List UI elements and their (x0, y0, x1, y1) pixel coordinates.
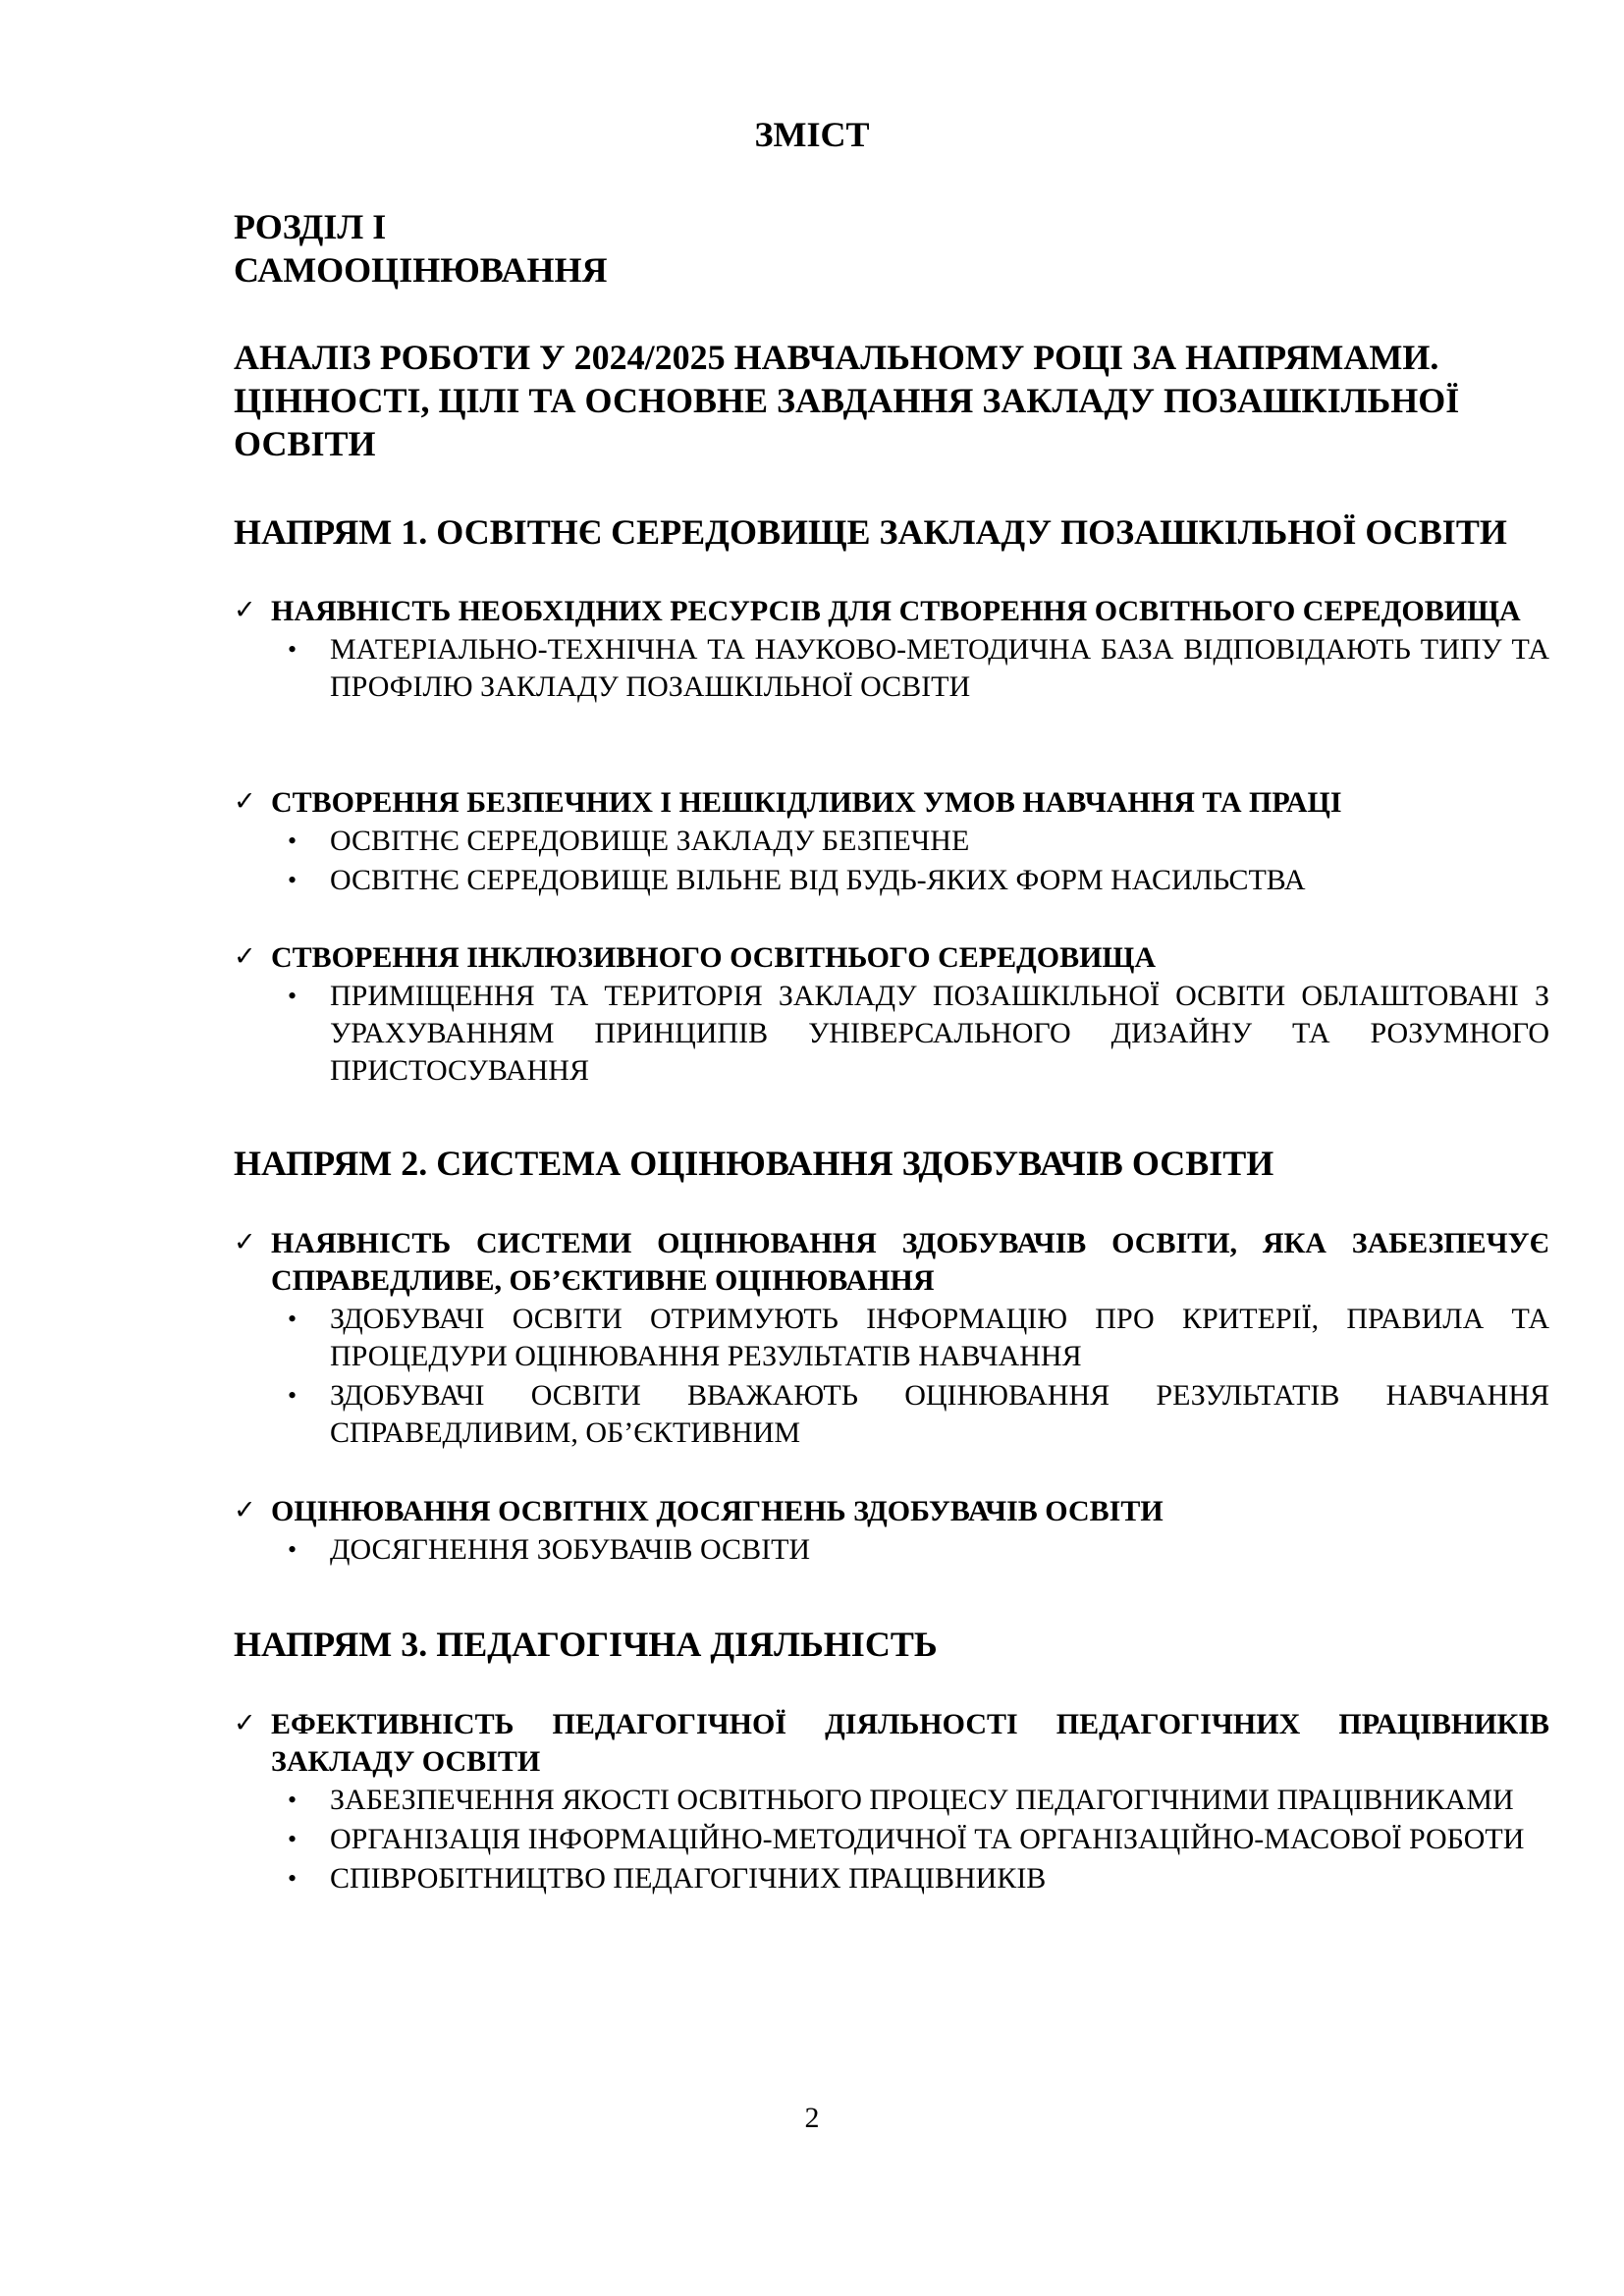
criterion-items (234, 631, 1549, 706)
criterion-block (234, 593, 1549, 708)
bullet-icon: • (288, 1825, 298, 1853)
section-heading (234, 205, 1549, 292)
bullet-icon: • (288, 866, 298, 894)
checkmark-icon: ✓ (234, 1495, 256, 1525)
direction-2-heading: НАПРЯМ 2. СИСТЕМА ОЦІНЮВАННЯ ЗДОБУВАЧІВ ОСВІТИ (234, 1144, 1274, 1183)
checkmark-icon: ✓ (234, 1227, 256, 1257)
criterion-title (234, 939, 1549, 977)
list-item-text: ДОСЯГНЕННЯ ЗОБУВАЧІВ ОСВІТИ (330, 1533, 811, 1566)
criterion-text: ЕФЕКТИВНІСТЬ ПЕДАГОГІЧНОЇ ДІЯЛЬНОСТІ ПЕДАГОГІЧНИХ ПРАЦІВНИКІВ ЗАКЛАДУ ОСВІТИ (271, 1708, 1549, 1778)
list-item (234, 1821, 1549, 1858)
list-item-text: СПІВРОБІТНИЦТВО ПЕДАГОГІЧНИХ ПРАЦІВНИКІВ (330, 1862, 1047, 1895)
section-number: РОЗДІЛ І (234, 207, 387, 246)
criterion-title (234, 1706, 1549, 1781)
criterion-text: СТВОРЕННЯ БЕЗПЕЧНИХ І НЕШКІДЛИВИХ УМОВ НАВЧАННЯ ТА ПРАЦІ (271, 786, 1342, 819)
criterion-text: НАЯВНІСТЬ НЕОБХІДНИХ РЕСУРСІВ ДЛЯ СТВОРЕННЯ ОСВІТНЬОГО СЕРЕДОВИЩА (271, 595, 1521, 627)
checkmark-icon: ✓ (234, 595, 256, 625)
list-item-text: МАТЕРІАЛЬНО-ТЕХНІЧНА ТА НАУКОВО-МЕТОДИЧНА БАЗА ВІДПОВІДАЮТЬ ТИПУ ТА ПРОФІЛЮ ЗАКЛАДУ ПОЗАШКІЛЬНОЇ ОСВІТИ (330, 633, 1549, 703)
list-item-text: ЗАБЕЗПЕЧЕННЯ ЯКОСТІ ОСВІТНЬОГО ПРОЦЕСУ ПЕДАГОГІЧНИМИ ПРАЦІВНИКАМИ (330, 1784, 1514, 1816)
criterion-title (234, 593, 1549, 630)
list-item-text: ЗДОБУВАЧІ ОСВІТИ ВВАЖАЮТЬ ОЦІНЮВАННЯ РЕЗУЛЬТАТІВ НАВЧАННЯ СПРАВЕДЛИВИМ, ОБ’ЄКТИВНИМ (330, 1379, 1549, 1449)
criterion-text: ОЦІНЮВАННЯ ОСВІТНІХ ДОСЯГНЕНЬ ЗДОБУВАЧІВ ОСВІТИ (271, 1495, 1164, 1527)
analysis-heading (234, 336, 1549, 465)
bullet-icon: • (288, 1305, 298, 1333)
criterion-items (234, 1301, 1549, 1452)
criterion-block (234, 784, 1549, 901)
bullet-icon: • (288, 1535, 298, 1564)
criterion-block (234, 939, 1549, 1092)
criterion-title (234, 1225, 1549, 1300)
criterion-title (234, 1493, 1549, 1530)
criterion-items (234, 823, 1549, 899)
direction-1-heading: НАПРЯМ 1. ОСВІТНЄ СЕРЕДОВИЩЕ ЗАКЛАДУ ПОЗАШКІЛЬНОЇ ОСВІТИ (234, 512, 1507, 552)
criterion-items (234, 978, 1549, 1090)
criterion-block (234, 1706, 1549, 1899)
criterion-block (234, 1493, 1549, 1571)
list-item (234, 631, 1549, 706)
checkmark-icon: ✓ (234, 941, 256, 972)
bullet-icon: • (288, 1864, 298, 1893)
list-item (234, 823, 1549, 860)
criterion-items (234, 1531, 1549, 1569)
bullet-icon: • (288, 635, 298, 664)
list-item (234, 1531, 1549, 1569)
list-item (234, 862, 1549, 899)
criterion-items (234, 1782, 1549, 1897)
page-number: 2 (804, 2102, 820, 2134)
analysis-heading-line: ЦІННОСТІ, ЦІЛІ ТА ОСНОВНЕ ЗАВДАННЯ ЗАКЛАДУ ПОЗАШКІЛЬНОЇ (234, 381, 1460, 420)
checkmark-icon: ✓ (234, 1708, 256, 1738)
analysis-heading-line: ОСВІТИ (234, 424, 376, 463)
list-item (234, 1782, 1549, 1819)
criterion-text: СТВОРЕННЯ ІНКЛЮЗИВНОГО ОСВІТНЬОГО СЕРЕДОВИЩА (271, 941, 1157, 974)
direction-3-heading: НАПРЯМ 3. ПЕДАГОГІЧНА ДІЯЛЬНІСТЬ (234, 1625, 938, 1664)
list-item (234, 1860, 1549, 1897)
page-title: ЗМІСТ (754, 115, 870, 154)
list-item-text: ОРГАНІЗАЦІЯ ІНФОРМАЦІЙНО-МЕТОДИЧНОЇ ТА ОРГАНІЗАЦІЙНО-МАСОВОЇ РОБОТИ (330, 1823, 1525, 1855)
bullet-icon: • (288, 1786, 298, 1814)
list-item-text: ЗДОБУВАЧІ ОСВІТИ ОТРИМУЮТЬ ІНФОРМАЦІЮ ПРО КРИТЕРІЇ, ПРАВИЛА ТА ПРОЦЕДУРИ ОЦІНЮВАННЯ РЕЗУЛЬТАТІВ НАВЧАННЯ (330, 1303, 1549, 1372)
criterion-text: НАЯВНІСТЬ СИСТЕМИ ОЦІНЮВАННЯ ЗДОБУВАЧІВ ОСВІТИ, ЯКА ЗАБЕЗПЕЧУЄ СПРАВЕДЛИВЕ, ОБ’ЄКТИВНЕ ОЦІНЮВАННЯ (271, 1227, 1549, 1297)
bullet-icon: • (288, 982, 298, 1010)
analysis-heading-line: АНАЛІЗ РОБОТИ У 2024/2025 НАВЧАЛЬНОМУ РОЦІ ЗА НАПРЯМАМИ. (234, 338, 1439, 377)
bullet-icon: • (288, 827, 298, 855)
criterion-block (234, 1225, 1549, 1454)
criterion-title (234, 784, 1549, 822)
section-title: САМООЦІНЮВАННЯ (234, 250, 608, 290)
list-item-text: ОСВІТНЄ СЕРЕДОВИЩЕ ВІЛЬНЕ ВІД БУДЬ-ЯКИХ ФОРМ НАСИЛЬСТВА (330, 864, 1306, 896)
list-item (234, 978, 1549, 1090)
checkmark-icon: ✓ (234, 786, 256, 817)
bullet-icon: • (288, 1381, 298, 1410)
list-item-text: ПРИМІЩЕННЯ ТА ТЕРИТОРІЯ ЗАКЛАДУ ПОЗАШКІЛЬНОЇ ОСВІТИ ОБЛАШТОВАНІ З УРАХУВАННЯМ ПРИНЦИПІВ УНІВЕРСАЛЬНОГО ДИЗАЙНУ ТА РОЗУМНОГО ПРИСТОСУВАННЯ (330, 980, 1549, 1087)
list-item (234, 1377, 1549, 1452)
list-item (234, 1301, 1549, 1375)
list-item-text: ОСВІТНЄ СЕРЕДОВИЩЕ ЗАКЛАДУ БЕЗПЕЧНЕ (330, 825, 970, 857)
